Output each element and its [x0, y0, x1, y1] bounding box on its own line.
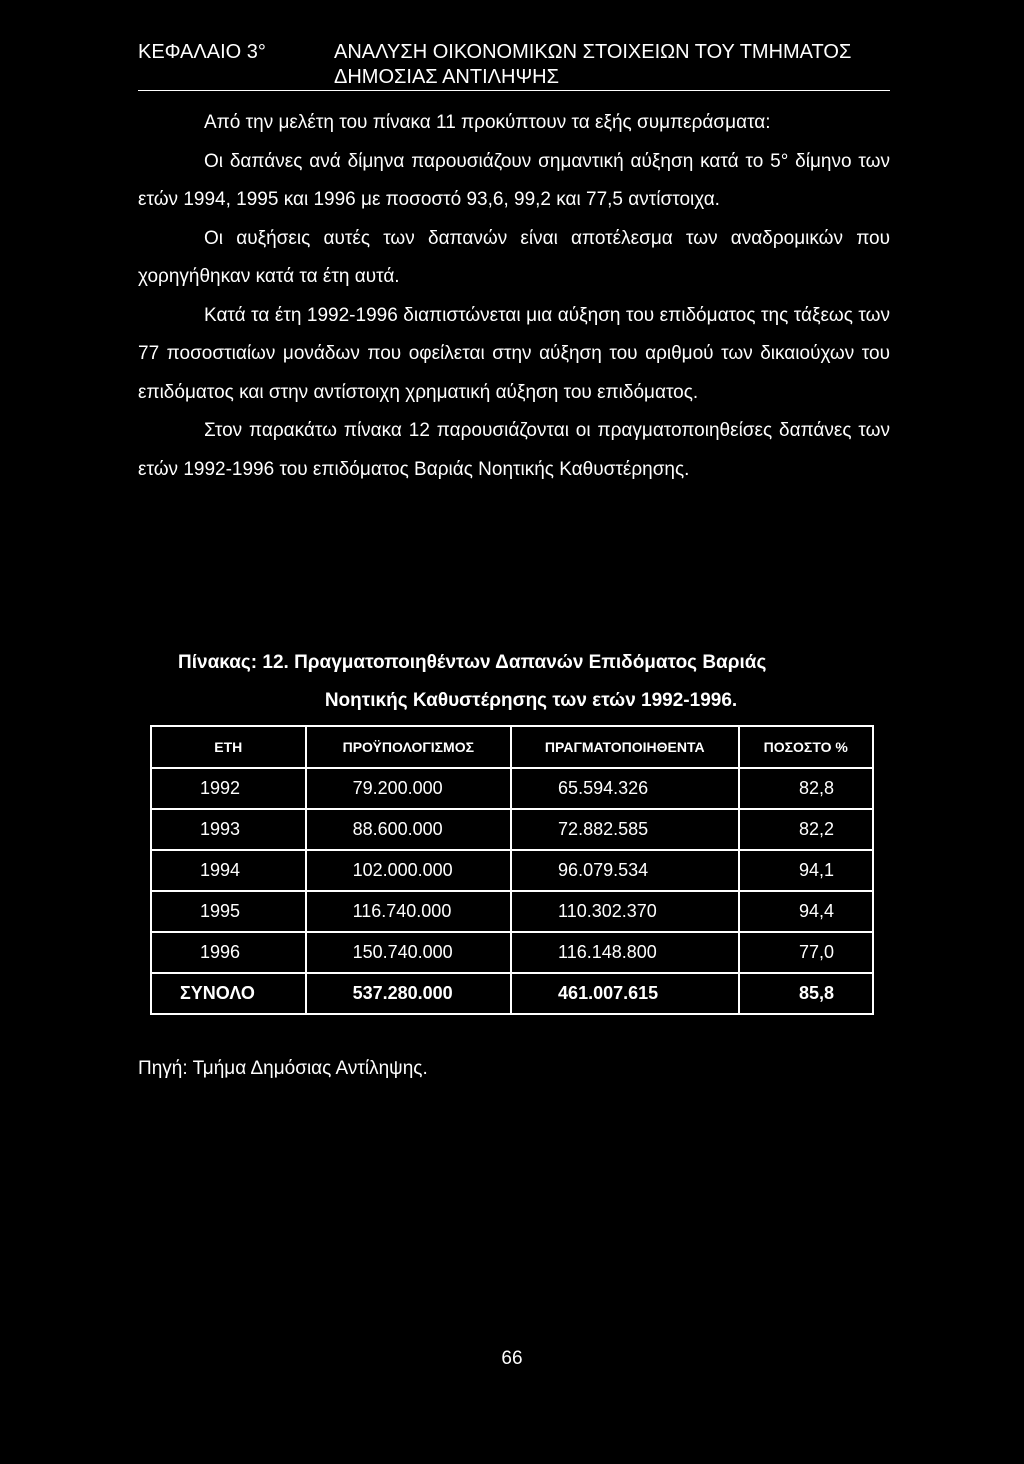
chapter-title	[334, 40, 894, 90]
chapter-title-line2: ΔΗΜΟΣΙΑΣ ΑΝΤΙΛΗΨΗΣ	[334, 66, 559, 88]
cell-realized: 72.882.585	[511, 809, 738, 850]
cell-total-realized: 461.007.615	[511, 973, 738, 1014]
table-caption-line1: Πίνακας: 12. Πραγματοποιηθέντων Δαπανών Επιδόματος Βαριάς	[178, 652, 767, 673]
table-row	[151, 850, 873, 891]
cell-budget: 116.740.000	[306, 891, 511, 932]
header-budget: ΠΡΟΫΠΟΛΟΓΙΣΜΟΣ	[306, 726, 511, 768]
cell-percent: 77,0	[739, 932, 874, 973]
cell-realized: 110.302.370	[511, 891, 738, 932]
table-header-row	[151, 726, 873, 768]
chapter-label: ΚΕΦΑΛΑΙΟ 3°	[138, 41, 266, 63]
cell-realized: 96.079.534	[511, 850, 738, 891]
table-row	[151, 891, 873, 932]
table-row	[151, 809, 873, 850]
cell-budget: 102.000.000	[306, 850, 511, 891]
header-years: ΕΤΗ	[151, 726, 306, 768]
cell-total-percent: 85,8	[739, 973, 874, 1014]
table-total-row	[151, 973, 873, 1014]
source-note: Πηγή: Τμήμα Δημόσιας Αντίληψης.	[138, 1058, 428, 1079]
cell-year: 1994	[151, 850, 306, 891]
cell-percent: 82,2	[739, 809, 874, 850]
cell-percent: 94,4	[739, 891, 874, 932]
body-text	[138, 104, 890, 489]
header-rule	[138, 90, 890, 91]
cell-budget: 88.600.000	[306, 809, 511, 850]
cell-year: 1993	[151, 809, 306, 850]
cell-budget: 150.740.000	[306, 932, 511, 973]
cell-budget: 79.200.000	[306, 768, 511, 809]
paragraph-1: Από την μελέτη του πίνακα 11 προκύπτουν τα εξής συμπεράσματα:	[204, 112, 771, 133]
cell-realized: 65.594.326	[511, 768, 738, 809]
header-percent: ΠΟΣΟΣΤΟ %	[739, 726, 874, 768]
page-number: 66	[501, 1348, 523, 1369]
cell-realized: 116.148.800	[511, 932, 738, 973]
cell-percent: 82,8	[739, 768, 874, 809]
table-row	[151, 932, 873, 973]
cell-total-label: ΣΥΝΟΛΟ	[151, 973, 306, 1014]
paragraph-2: Οι δαπάνες ανά δίμηνα παρουσιάζουν σημαντική αύξηση κατά το 5° δίμηνο των ετών 1994, 1995 και 1996 με ποσοστό 93,6, 99,2 και 77,5 αντίστοιχα.	[138, 150, 890, 210]
chapter-title-line1: ΑΝΑΛΥΣΗ ΟΙΚΟΝΟΜΙΚΩΝ ΣΤΟΙΧΕΙΩΝ ΤΟΥ ΤΜΗΜΑΤΟΣ	[334, 41, 852, 63]
expenses-table	[150, 725, 874, 1015]
cell-percent: 94,1	[739, 850, 874, 891]
table-caption	[138, 644, 890, 720]
cell-year: 1995	[151, 891, 306, 932]
paragraph-5: Στον παρακάτω πίνακα 12 παρουσιάζονται οι πραγματοποιηθείσες δαπάνες των ετών 1992-1996 του επιδόματος Βαριάς Νοητικής Καθυστέρησης.	[138, 420, 890, 480]
cell-year: 1996	[151, 932, 306, 973]
header-realized: ΠΡΑΓΜΑΤΟΠΟΙΗΘΕΝΤΑ	[511, 726, 738, 768]
table-row	[151, 768, 873, 809]
table-caption-line2: Νοητικής Καθυστέρησης των ετών 1992-1996.	[324, 690, 738, 711]
cell-total-budget: 537.280.000	[306, 973, 511, 1014]
cell-year: 1992	[151, 768, 306, 809]
paragraph-3: Οι αυξήσεις αυτές των δαπανών είναι αποτέλεσμα των αναδρομικών που χορηγήθηκαν κατά τα έτη αυτά.	[138, 227, 890, 287]
paragraph-4: Κατά τα έτη 1992-1996 διαπιστώνεται μια αύξηση του επιδόματος της τάξεως των 77 ποσοστιαίων μονάδων που οφείλεται στην αύξηση του αριθμού των δικαιούχων του επιδόματος και στην αντίστοιχη χρηματική αύξηση του επιδόματος.	[138, 304, 890, 403]
